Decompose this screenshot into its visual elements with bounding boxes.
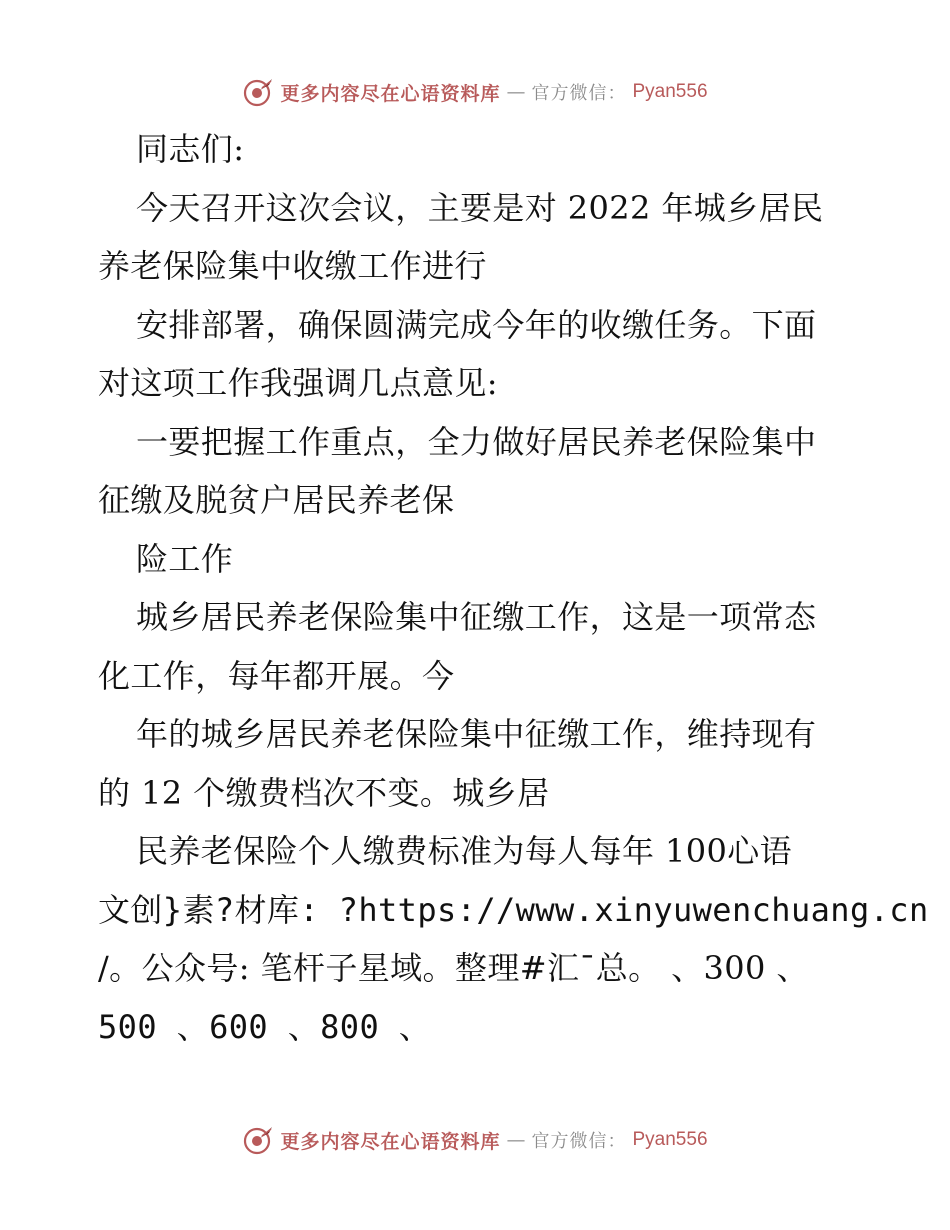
footer-watermark-id: Pyan556 bbox=[632, 1129, 708, 1150]
body-line: 民养老保险个人缴费标准为每人每年 100心语 bbox=[136, 832, 793, 870]
header-watermark-dash: — bbox=[506, 81, 526, 103]
body-line: 今天召开这次会议，主要是对 2022 年城乡居民 bbox=[136, 188, 824, 227]
header-watermark bbox=[0, 72, 950, 112]
body-line: 险工作 bbox=[136, 539, 234, 578]
body-line: 年的城乡居民养老保险集中征缴工作，维持现有 bbox=[136, 715, 817, 753]
header-watermark-subtitle: 官方微信： bbox=[531, 83, 627, 104]
body-line: 征缴及脱贫户居民养老保 bbox=[98, 481, 455, 519]
footer-watermark-subtitle: 官方微信： bbox=[531, 1131, 627, 1152]
header-watermark-id: Pyan556 bbox=[632, 81, 708, 102]
quill-logo-icon bbox=[242, 1124, 274, 1156]
footer-watermark-dash: — bbox=[506, 1129, 526, 1151]
quill-logo-icon bbox=[242, 76, 274, 108]
body-line: 一要把握工作重点，全力做好居民养老保险集中 bbox=[136, 422, 817, 461]
body-line: 对这项工作我强调几点意见: bbox=[98, 364, 498, 402]
body-line: 的 12 个缴费档次不变。城乡居 bbox=[98, 773, 550, 812]
body-line: 同志们: bbox=[136, 130, 245, 168]
footer-watermark bbox=[0, 1120, 950, 1160]
body-line: /。公众号: 笔杆子星域。整理#汇¯总。 、300 、 bbox=[98, 949, 809, 987]
body-line: 文创}素?材库: ?https://www.xinyuwenchuang.cn bbox=[98, 890, 929, 929]
body-line: 安排部署，确保圆满完成今年的收缴任务。下面 bbox=[136, 305, 817, 344]
body-line: 500 、600 、800 、 bbox=[98, 1007, 432, 1046]
document-body bbox=[98, 120, 929, 1056]
body-line: 化工作，每年都开展。今 bbox=[98, 656, 455, 695]
body-line: 养老保险集中收缴工作进行 bbox=[98, 247, 487, 285]
footer-watermark-title: 更多内容尽在心语资料库 bbox=[280, 1130, 501, 1153]
header-watermark-title: 更多内容尽在心语资料库 bbox=[280, 82, 501, 105]
body-line: 城乡居民养老保险集中征缴工作，这是一项常态 bbox=[136, 598, 817, 636]
